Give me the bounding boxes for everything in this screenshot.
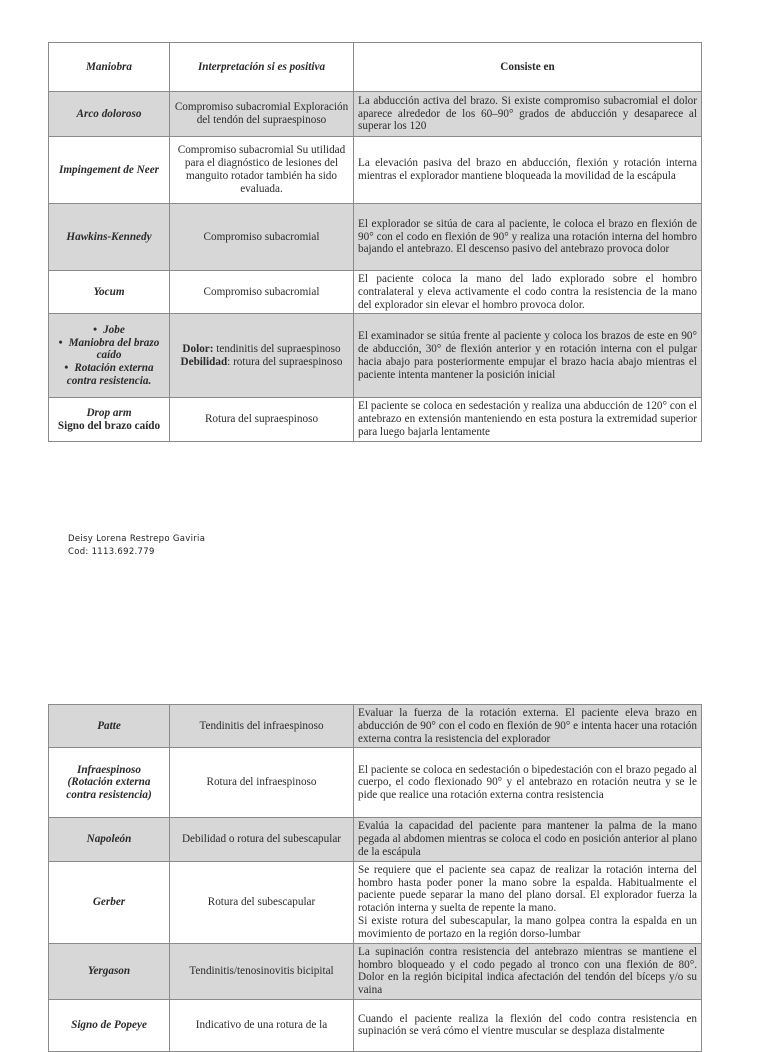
consiste-cell: El paciente se coloca en sedestación o bipedestación con el brazo pegado al cuerpo, el codo flexionado 90° y el antebrazo en rotación neutra y se le pide que realice una rotación externa contra resistencia	[354, 748, 702, 818]
consiste-cell: Evalúa la capacidad del paciente para mantener la palma de la mano pegada al abdomen mientras se coloca el codo en posición anterior al plano de la escápula	[354, 818, 702, 861]
maniobra-cell: Hawkins-Kennedy	[49, 204, 170, 271]
interpretacion-cell: Indicativo de una rotura de la	[170, 999, 354, 1051]
debilidad-label: Debilidad	[180, 355, 228, 368]
interpretacion-cell: Debilidad o rotura del subescapular	[170, 818, 354, 861]
maniobra-cell: Arco doloroso	[49, 92, 170, 137]
maneuvers-table-1	[48, 42, 702, 442]
maniobra-cell	[49, 398, 170, 441]
table-row	[49, 314, 702, 398]
table-row	[49, 818, 702, 861]
interpretacion-cell	[170, 314, 354, 398]
maniobra-cell: Yergason	[49, 943, 170, 999]
consiste-cell: La elevación pasiva del brazo en abducción, flexión y rotación interna mientras el explorador mantiene bloqueada la movilidad de la escápula	[354, 137, 702, 204]
author-code: Cod: 1113.692.779	[68, 547, 155, 557]
maniobra-cell: Infraespinoso (Rotación externa contra resistencia)	[49, 748, 170, 818]
consiste-cell	[354, 861, 702, 943]
consiste-cell: Evaluar la fuerza de la rotación externa. El paciente eleva brazo en abducción de 90° con el codo en flexión de 90° e intenta hacer una rotación externa contra la resistencia del explorador	[354, 705, 702, 748]
interpretacion-cell: Compromiso subacromial Exploración del tendón del supraespinoso	[170, 92, 354, 137]
maniobra-cell: Gerber	[49, 861, 170, 943]
consiste-cell: El explorador se sitúa de cara al paciente, le coloca el brazo en flexión de 90° con el codo en flexión de 90° y realiza una rotación interna del hombro bajando el antebrazo. El descenso pasivo del antebrazo provoca dolor	[354, 204, 702, 271]
consiste-cell: La abducción activa del brazo. Si existe compromiso subacromial el dolor aparece alrededor de los 60–90° grados de abducción y desaparece al superar los 120	[354, 92, 702, 137]
interpretacion-cell: Tendinitis del infraespinoso	[170, 705, 354, 748]
consiste-text-2: Si existe rotura del subescapular, la mano golpea contra la espalda en un movimiento de portazo en la región dorso-lumbar	[358, 915, 697, 940]
list-item: • Maniobra del brazo caído	[53, 337, 165, 363]
header-consiste: Consiste en	[354, 43, 702, 92]
header-maniobra: Maniobra	[49, 43, 170, 92]
table-row	[49, 92, 702, 137]
interpretacion-cell: Rotura del infraespinoso	[170, 748, 354, 818]
table-row	[49, 861, 702, 943]
consiste-cell: Cuando el paciente realiza la flexión del codo contra resistencia en supinación se verá cómo el vientre muscular se desplaza distalmente	[354, 999, 702, 1051]
consiste-cell: El paciente se coloca en sedestación y realiza una abducción de 120° con el antebrazo en extensión manteniendo en esta postura la extremidad superior para luego bajarla lentamente	[354, 398, 702, 441]
maneuvers-table-2	[48, 704, 702, 1052]
consiste-cell: El paciente coloca la mano del lado explorado sobre el hombro contralateral y eleva activamente el codo contra la resistencia de la mano del explorador sin elevar el hombro provoca dolor.	[354, 271, 702, 314]
list-item: • Jobe	[53, 324, 165, 337]
table-row	[49, 999, 702, 1051]
dolor-text: tendinitis del supraespinoso	[213, 343, 341, 356]
interpretacion-cell: Compromiso subacromial	[170, 204, 354, 271]
header-interpretacion: Interpretación si es positiva	[170, 43, 354, 92]
table-row	[49, 398, 702, 441]
table-row	[49, 705, 702, 748]
table-row	[49, 271, 702, 314]
interpretacion-cell: Rotura del subescapular	[170, 861, 354, 943]
maniobra-list	[53, 324, 165, 388]
maniobra-cell: Signo de Popeye	[49, 999, 170, 1051]
table-row	[49, 943, 702, 999]
list-item: • Rotación externa contra resistencia.	[53, 362, 165, 388]
interpretacion-cell: Rotura del supraespinoso	[170, 398, 354, 441]
table-row	[49, 748, 702, 818]
maniobra-cell: Impingement de Neer	[49, 137, 170, 204]
interpretacion-cell: Tendinitis/tenosinovitis bicipital	[170, 943, 354, 999]
maniobra-subtitle: Signo del brazo caído	[57, 419, 161, 432]
maniobra-cell	[49, 314, 170, 398]
maniobra-cell: Patte	[49, 705, 170, 748]
table-header-row	[49, 43, 702, 92]
dolor-label: Dolor:	[182, 343, 214, 356]
maniobra-name: Drop arm	[86, 406, 132, 419]
interpretacion-cell: Compromiso subacromial Su utilidad para el diagnóstico de lesiones del manguito rotador también ha sido evaluada.	[170, 137, 354, 204]
maniobra-cell: Napoleón	[49, 818, 170, 861]
table-row	[49, 204, 702, 271]
consiste-text: Se requiere que el paciente sea capaz de realizar la rotación interna del hombro hasta poder poner la mano sobre la espalda. Habitualmente el paciente puede separar la mano del plano dorsal. El explorador fuerza la rotación interna y suelta de repente la mano.	[358, 863, 697, 915]
interpretacion-cell: Compromiso subacromial	[170, 271, 354, 314]
consiste-cell: La supinación contra resistencia del antebrazo mientras se mantiene el hombro bloqueado y el codo pegado al tronco con una flexión de 80°. Dolor en la región bicipital indica afectación del tendón del bíceps y/o su vaina	[354, 943, 702, 999]
table-row	[49, 137, 702, 204]
author-name: Deisy Lorena Restrepo Gaviria	[68, 534, 206, 544]
debilidad-text: : rotura del supraespinoso	[227, 355, 343, 368]
maniobra-cell: Yocum	[49, 271, 170, 314]
consiste-cell: El examinador se sitúa frente al paciente y coloca los brazos de este en 90° de abducción, 30° de flexión anterior y en rotación interna con el pulgar hacia abajo para posteriormente empujar el brazo hacia abajo mientras el paciente intenta mantener la posición inicial	[354, 314, 702, 398]
